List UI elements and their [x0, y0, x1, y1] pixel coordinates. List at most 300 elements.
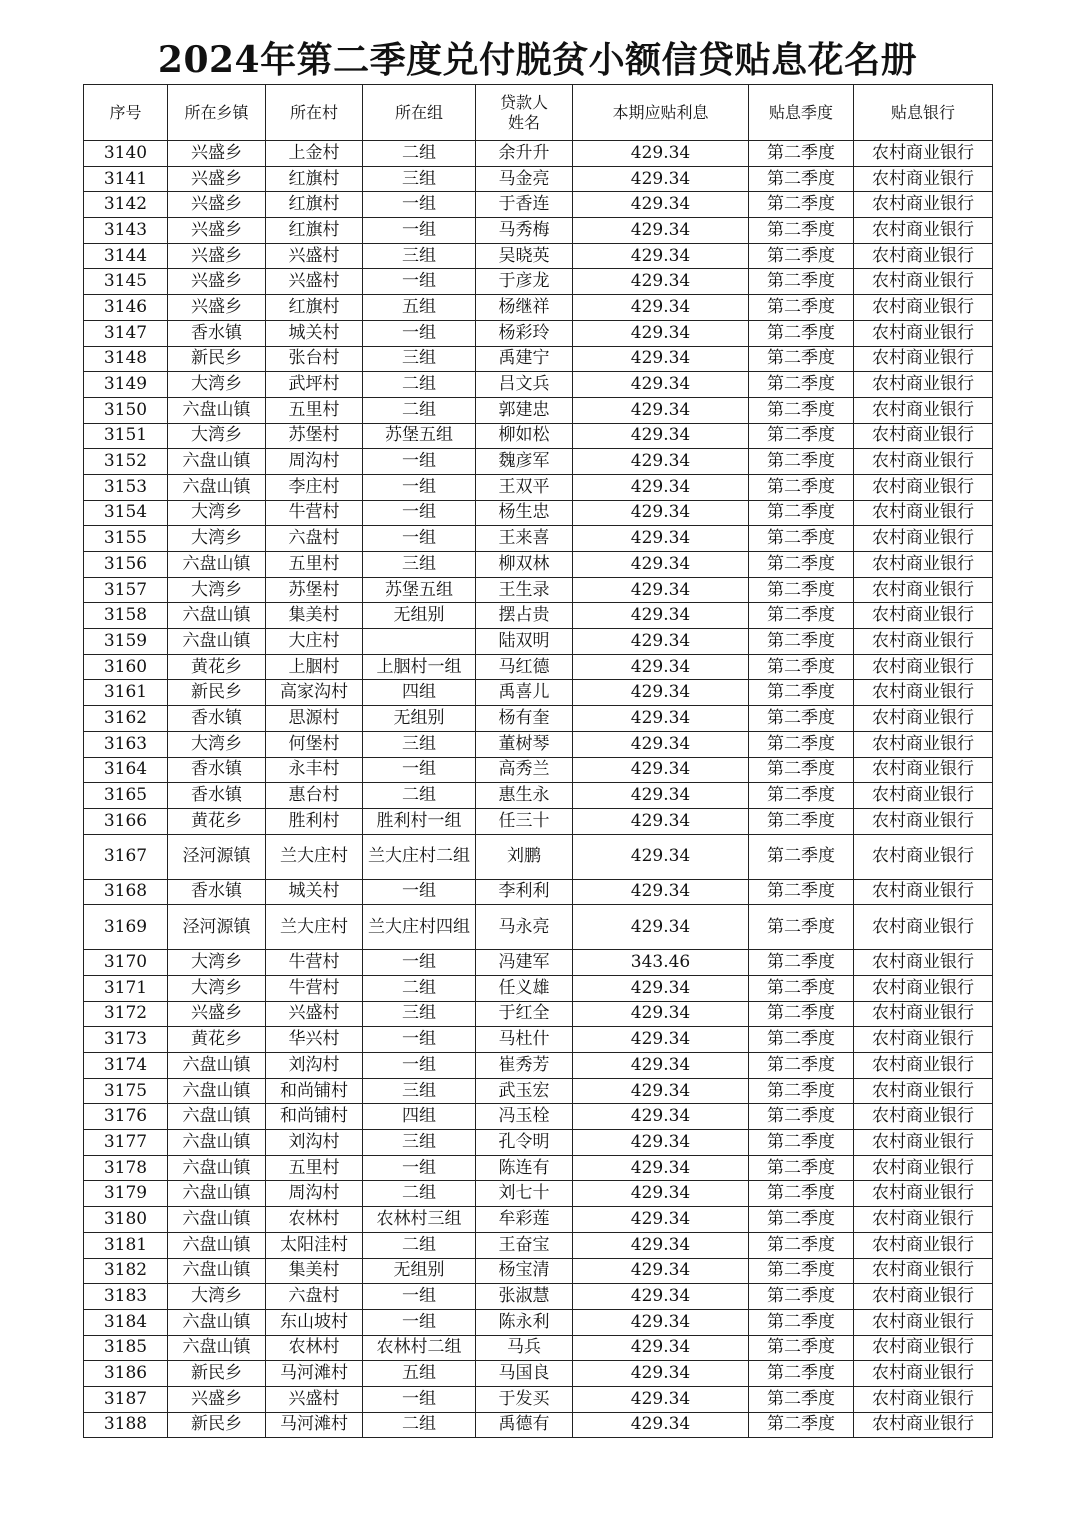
header-bank: 贴息银行 [854, 85, 993, 141]
cell-serial-number: 3188 [84, 1412, 168, 1438]
cell-serial-number: 3157 [84, 577, 168, 603]
cell-quarter: 第二季度 [749, 1027, 854, 1053]
cell-township: 六盘山镇 [168, 1078, 266, 1104]
cell-group: 二组 [363, 1412, 476, 1438]
table-row [84, 1386, 993, 1412]
header-borrower-name-text: 贷款人姓名 [499, 92, 548, 132]
cell-borrower-name: 王生录 [476, 577, 573, 603]
cell-borrower-name: 吴晓英 [476, 243, 573, 269]
cell-quarter: 第二季度 [749, 654, 854, 680]
cell-village: 五里村 [266, 397, 363, 423]
cell-serial-number: 3156 [84, 552, 168, 578]
cell-township: 新民乡 [168, 1361, 266, 1387]
cell-quarter: 第二季度 [749, 834, 854, 879]
cell-group: 二组 [363, 1181, 476, 1207]
table-row [84, 1258, 993, 1284]
cell-township: 兴盛乡 [168, 1386, 266, 1412]
cell-group: 一组 [363, 1027, 476, 1053]
cell-village: 马河滩村 [266, 1412, 363, 1438]
cell-bank: 农村商业银行 [854, 218, 993, 244]
table-row [84, 552, 993, 578]
cell-village: 五里村 [266, 552, 363, 578]
cell-village: 高家沟村 [266, 680, 363, 706]
cell-borrower-name: 张淑慧 [476, 1284, 573, 1310]
cell-interest: 429.34 [573, 474, 749, 500]
table-body [84, 141, 993, 1438]
cell-quarter: 第二季度 [749, 950, 854, 976]
table-row [84, 500, 993, 526]
table-row [84, 397, 993, 423]
cell-interest: 429.34 [573, 218, 749, 244]
table-row [84, 243, 993, 269]
cell-borrower-name: 郭建忠 [476, 397, 573, 423]
cell-borrower-name: 杨宝清 [476, 1258, 573, 1284]
cell-bank: 农村商业银行 [854, 757, 993, 783]
table-row [84, 950, 993, 976]
cell-serial-number: 3185 [84, 1335, 168, 1361]
table-row [84, 1284, 993, 1310]
cell-village: 兴盛村 [266, 1001, 363, 1027]
cell-serial-number: 3143 [84, 218, 168, 244]
cell-quarter: 第二季度 [749, 975, 854, 1001]
cell-quarter: 第二季度 [749, 269, 854, 295]
cell-group: 胜利村一组 [363, 808, 476, 834]
cell-serial-number: 3153 [84, 474, 168, 500]
table-row [84, 320, 993, 346]
cell-interest: 429.34 [573, 1130, 749, 1156]
cell-village: 城关村 [266, 320, 363, 346]
cell-serial-number: 3165 [84, 783, 168, 809]
cell-borrower-name: 于香连 [476, 192, 573, 218]
cell-quarter: 第二季度 [749, 783, 854, 809]
cell-group: 四组 [363, 1104, 476, 1130]
cell-group: 无组别 [363, 1258, 476, 1284]
cell-interest: 429.34 [573, 1284, 749, 1310]
cell-quarter: 第二季度 [749, 1053, 854, 1079]
cell-bank: 农村商业银行 [854, 975, 993, 1001]
cell-borrower-name: 陈永利 [476, 1309, 573, 1335]
cell-quarter: 第二季度 [749, 1181, 854, 1207]
cell-quarter: 第二季度 [749, 1155, 854, 1181]
cell-township: 六盘山镇 [168, 1309, 266, 1335]
cell-bank: 农村商业银行 [854, 474, 993, 500]
table-row [84, 423, 993, 449]
cell-serial-number: 3168 [84, 879, 168, 905]
cell-bank: 农村商业银行 [854, 629, 993, 655]
table-row [84, 905, 993, 950]
cell-township: 黄花乡 [168, 654, 266, 680]
cell-borrower-name: 陆双明 [476, 629, 573, 655]
cell-village: 集美村 [266, 1258, 363, 1284]
cell-interest: 429.34 [573, 423, 749, 449]
cell-interest: 429.34 [573, 654, 749, 680]
table-row [84, 372, 993, 398]
cell-borrower-name: 禹喜儿 [476, 680, 573, 706]
cell-borrower-name: 李利利 [476, 879, 573, 905]
cell-township: 六盘山镇 [168, 397, 266, 423]
header-serial-number: 序号 [84, 85, 168, 141]
cell-interest: 429.34 [573, 1386, 749, 1412]
cell-village: 红旗村 [266, 295, 363, 321]
cell-township: 香水镇 [168, 706, 266, 732]
cell-township: 大湾乡 [168, 1284, 266, 1310]
table-row [84, 1361, 993, 1387]
cell-serial-number: 3175 [84, 1078, 168, 1104]
cell-village: 上胭村 [266, 654, 363, 680]
cell-bank: 农村商业银行 [854, 834, 993, 879]
cell-group: 一组 [363, 879, 476, 905]
table-row [84, 577, 993, 603]
cell-village: 兴盛村 [266, 1386, 363, 1412]
cell-township: 兴盛乡 [168, 166, 266, 192]
cell-village: 集美村 [266, 603, 363, 629]
cell-group: 一组 [363, 1386, 476, 1412]
cell-village: 上金村 [266, 141, 363, 167]
cell-serial-number: 3161 [84, 680, 168, 706]
cell-township: 大湾乡 [168, 731, 266, 757]
cell-group: 上胭村一组 [363, 654, 476, 680]
cell-group: 二组 [363, 397, 476, 423]
cell-quarter: 第二季度 [749, 1001, 854, 1027]
cell-township: 兴盛乡 [168, 1001, 266, 1027]
table-row [84, 1232, 993, 1258]
cell-group: 一组 [363, 449, 476, 475]
cell-quarter: 第二季度 [749, 1104, 854, 1130]
table-row [84, 192, 993, 218]
cell-serial-number: 3148 [84, 346, 168, 372]
cell-township: 六盘山镇 [168, 603, 266, 629]
cell-serial-number: 3173 [84, 1027, 168, 1053]
cell-borrower-name: 刘七十 [476, 1181, 573, 1207]
cell-group: 无组别 [363, 706, 476, 732]
cell-group: 三组 [363, 552, 476, 578]
cell-interest: 429.34 [573, 1309, 749, 1335]
cell-township: 香水镇 [168, 879, 266, 905]
cell-quarter: 第二季度 [749, 905, 854, 950]
cell-interest: 429.34 [573, 1335, 749, 1361]
cell-interest: 429.34 [573, 372, 749, 398]
cell-serial-number: 3142 [84, 192, 168, 218]
cell-serial-number: 3171 [84, 975, 168, 1001]
cell-serial-number: 3183 [84, 1284, 168, 1310]
table-row [84, 295, 993, 321]
table-row [84, 1335, 993, 1361]
cell-village: 惠台村 [266, 783, 363, 809]
cell-bank: 农村商业银行 [854, 1104, 993, 1130]
cell-interest: 429.34 [573, 192, 749, 218]
cell-group: 二组 [363, 372, 476, 398]
cell-borrower-name: 吕文兵 [476, 372, 573, 398]
table-row [84, 1155, 993, 1181]
cell-township: 大湾乡 [168, 526, 266, 552]
table-row [84, 1130, 993, 1156]
cell-serial-number: 3184 [84, 1309, 168, 1335]
cell-interest: 429.34 [573, 1181, 749, 1207]
cell-bank: 农村商业银行 [854, 372, 993, 398]
cell-bank: 农村商业银行 [854, 1155, 993, 1181]
cell-serial-number: 3140 [84, 141, 168, 167]
cell-borrower-name: 杨有奎 [476, 706, 573, 732]
cell-serial-number: 3164 [84, 757, 168, 783]
cell-group: 农林村二组 [363, 1335, 476, 1361]
cell-borrower-name: 马秀梅 [476, 218, 573, 244]
cell-bank: 农村商业银行 [854, 731, 993, 757]
cell-group: 五组 [363, 1361, 476, 1387]
table-row [84, 706, 993, 732]
cell-serial-number: 3170 [84, 950, 168, 976]
cell-township: 新民乡 [168, 1412, 266, 1438]
cell-group: 三组 [363, 1078, 476, 1104]
table-row [84, 1001, 993, 1027]
cell-quarter: 第二季度 [749, 1284, 854, 1310]
cell-township: 兴盛乡 [168, 269, 266, 295]
cell-borrower-name: 孔令明 [476, 1130, 573, 1156]
cell-serial-number: 3182 [84, 1258, 168, 1284]
cell-group: 三组 [363, 166, 476, 192]
cell-village: 五里村 [266, 1155, 363, 1181]
cell-township: 新民乡 [168, 680, 266, 706]
cell-bank: 农村商业银行 [854, 950, 993, 976]
cell-interest: 429.34 [573, 757, 749, 783]
cell-township: 大湾乡 [168, 500, 266, 526]
cell-group: 兰大庄村二组 [363, 834, 476, 879]
table-row [84, 879, 993, 905]
cell-township: 六盘山镇 [168, 1181, 266, 1207]
cell-interest: 429.34 [573, 500, 749, 526]
cell-village: 东山坡村 [266, 1309, 363, 1335]
cell-serial-number: 3162 [84, 706, 168, 732]
cell-bank: 农村商业银行 [854, 320, 993, 346]
cell-interest: 429.34 [573, 1155, 749, 1181]
table-row [84, 449, 993, 475]
cell-interest: 429.34 [573, 526, 749, 552]
cell-serial-number: 3146 [84, 295, 168, 321]
cell-village: 红旗村 [266, 218, 363, 244]
table-row [84, 1309, 993, 1335]
header-quarter: 贴息季度 [749, 85, 854, 141]
header-interest: 本期应贴利息 [573, 85, 749, 141]
cell-interest: 429.34 [573, 577, 749, 603]
cell-township: 六盘山镇 [168, 449, 266, 475]
table-row [84, 808, 993, 834]
cell-bank: 农村商业银行 [854, 808, 993, 834]
cell-interest: 429.34 [573, 320, 749, 346]
page-title: 2024年第二季度兑付脱贫小额信贷贴息花名册 [157, 39, 918, 81]
cell-village: 刘沟村 [266, 1130, 363, 1156]
cell-interest: 343.46 [573, 950, 749, 976]
cell-bank: 农村商业银行 [854, 141, 993, 167]
cell-township: 兴盛乡 [168, 192, 266, 218]
cell-interest: 429.34 [573, 1258, 749, 1284]
cell-group: 二组 [363, 141, 476, 167]
cell-quarter: 第二季度 [749, 731, 854, 757]
cell-group: 苏堡五组 [363, 577, 476, 603]
cell-bank: 农村商业银行 [854, 1361, 993, 1387]
cell-serial-number: 3160 [84, 654, 168, 680]
cell-township: 香水镇 [168, 320, 266, 346]
cell-village: 六盘村 [266, 1284, 363, 1310]
cell-group: 一组 [363, 500, 476, 526]
table-row [84, 1027, 993, 1053]
cell-serial-number: 3180 [84, 1207, 168, 1233]
cell-bank: 农村商业银行 [854, 346, 993, 372]
cell-group: 一组 [363, 526, 476, 552]
cell-quarter: 第二季度 [749, 526, 854, 552]
cell-quarter: 第二季度 [749, 243, 854, 269]
cell-quarter: 第二季度 [749, 1258, 854, 1284]
cell-village: 农林村 [266, 1335, 363, 1361]
cell-interest: 429.34 [573, 552, 749, 578]
cell-interest: 429.34 [573, 449, 749, 475]
table-row [84, 731, 993, 757]
cell-group: 一组 [363, 269, 476, 295]
cell-quarter: 第二季度 [749, 295, 854, 321]
cell-borrower-name: 杨彩玲 [476, 320, 573, 346]
cell-serial-number: 3178 [84, 1155, 168, 1181]
cell-quarter: 第二季度 [749, 552, 854, 578]
cell-quarter: 第二季度 [749, 474, 854, 500]
table-row [84, 1078, 993, 1104]
cell-serial-number: 3167 [84, 834, 168, 879]
cell-borrower-name: 柳如松 [476, 423, 573, 449]
cell-serial-number: 3174 [84, 1053, 168, 1079]
cell-serial-number: 3154 [84, 500, 168, 526]
cell-interest: 429.34 [573, 397, 749, 423]
cell-interest: 429.34 [573, 680, 749, 706]
cell-quarter: 第二季度 [749, 372, 854, 398]
cell-village: 苏堡村 [266, 577, 363, 603]
cell-borrower-name: 刘鹏 [476, 834, 573, 879]
cell-bank: 农村商业银行 [854, 603, 993, 629]
cell-village: 兰大庄村 [266, 905, 363, 950]
cell-borrower-name: 任义雄 [476, 975, 573, 1001]
table-row [84, 526, 993, 552]
cell-group: 三组 [363, 243, 476, 269]
cell-borrower-name: 崔秀芳 [476, 1053, 573, 1079]
cell-serial-number: 3155 [84, 526, 168, 552]
header-township: 所在乡镇 [168, 85, 266, 141]
table-row [84, 1053, 993, 1079]
cell-bank: 农村商业银行 [854, 1130, 993, 1156]
cell-group: 五组 [363, 295, 476, 321]
cell-interest: 429.34 [573, 1078, 749, 1104]
cell-interest: 429.34 [573, 243, 749, 269]
cell-borrower-name: 马红德 [476, 654, 573, 680]
cell-bank: 农村商业银行 [854, 526, 993, 552]
cell-serial-number: 3172 [84, 1001, 168, 1027]
cell-borrower-name: 于红全 [476, 1001, 573, 1027]
cell-group: 一组 [363, 1284, 476, 1310]
cell-interest: 429.34 [573, 1207, 749, 1233]
cell-village: 大庄村 [266, 629, 363, 655]
cell-township: 黄花乡 [168, 1027, 266, 1053]
cell-borrower-name: 任三十 [476, 808, 573, 834]
cell-village: 牛营村 [266, 950, 363, 976]
header-borrower-name [476, 85, 573, 141]
cell-village: 华兴村 [266, 1027, 363, 1053]
cell-village: 刘沟村 [266, 1053, 363, 1079]
cell-village: 红旗村 [266, 192, 363, 218]
cell-group: 一组 [363, 1053, 476, 1079]
cell-village: 永丰村 [266, 757, 363, 783]
cell-borrower-name: 杨生忠 [476, 500, 573, 526]
cell-group: 二组 [363, 975, 476, 1001]
table-row [84, 680, 993, 706]
cell-village: 周沟村 [266, 449, 363, 475]
cell-group: 兰大庄村四组 [363, 905, 476, 950]
cell-quarter: 第二季度 [749, 808, 854, 834]
cell-township: 六盘山镇 [168, 1335, 266, 1361]
cell-bank: 农村商业银行 [854, 1309, 993, 1335]
cell-village: 城关村 [266, 879, 363, 905]
cell-township: 兴盛乡 [168, 218, 266, 244]
table-header-row [84, 85, 993, 141]
cell-interest: 429.34 [573, 905, 749, 950]
table-row [84, 1412, 993, 1438]
cell-village: 农林村 [266, 1207, 363, 1233]
cell-serial-number: 3141 [84, 166, 168, 192]
cell-quarter: 第二季度 [749, 1130, 854, 1156]
cell-interest: 429.34 [573, 1104, 749, 1130]
cell-quarter: 第二季度 [749, 218, 854, 244]
cell-bank: 农村商业银行 [854, 192, 993, 218]
cell-township: 香水镇 [168, 783, 266, 809]
cell-bank: 农村商业银行 [854, 449, 993, 475]
cell-group: 一组 [363, 474, 476, 500]
cell-quarter: 第二季度 [749, 500, 854, 526]
cell-village: 武坪村 [266, 372, 363, 398]
cell-group: 一组 [363, 1155, 476, 1181]
cell-bank: 农村商业银行 [854, 577, 993, 603]
cell-quarter: 第二季度 [749, 603, 854, 629]
cell-quarter: 第二季度 [749, 680, 854, 706]
cell-interest: 429.34 [573, 808, 749, 834]
cell-group: 二组 [363, 783, 476, 809]
cell-quarter: 第二季度 [749, 166, 854, 192]
cell-group: 三组 [363, 1130, 476, 1156]
cell-serial-number: 3147 [84, 320, 168, 346]
cell-borrower-name: 余升升 [476, 141, 573, 167]
cell-borrower-name: 王来喜 [476, 526, 573, 552]
cell-group: 一组 [363, 757, 476, 783]
cell-borrower-name: 马国良 [476, 1361, 573, 1387]
table-row [84, 141, 993, 167]
cell-township: 六盘山镇 [168, 1207, 266, 1233]
cell-interest: 429.34 [573, 879, 749, 905]
cell-village: 兰大庄村 [266, 834, 363, 879]
table-row [84, 269, 993, 295]
cell-quarter: 第二季度 [749, 757, 854, 783]
cell-quarter: 第二季度 [749, 577, 854, 603]
cell-serial-number: 3177 [84, 1130, 168, 1156]
cell-village: 红旗村 [266, 166, 363, 192]
cell-township: 大湾乡 [168, 423, 266, 449]
cell-serial-number: 3166 [84, 808, 168, 834]
cell-township: 六盘山镇 [168, 629, 266, 655]
table-row [84, 783, 993, 809]
cell-village: 太阳洼村 [266, 1232, 363, 1258]
cell-bank: 农村商业银行 [854, 1258, 993, 1284]
cell-group: 一组 [363, 950, 476, 976]
cell-township: 泾河源镇 [168, 905, 266, 950]
cell-quarter: 第二季度 [749, 320, 854, 346]
cell-village: 胜利村 [266, 808, 363, 834]
cell-borrower-name: 武玉宏 [476, 1078, 573, 1104]
cell-bank: 农村商业银行 [854, 397, 993, 423]
cell-township: 六盘山镇 [168, 1232, 266, 1258]
cell-borrower-name: 冯玉栓 [476, 1104, 573, 1130]
cell-bank: 农村商业银行 [854, 423, 993, 449]
